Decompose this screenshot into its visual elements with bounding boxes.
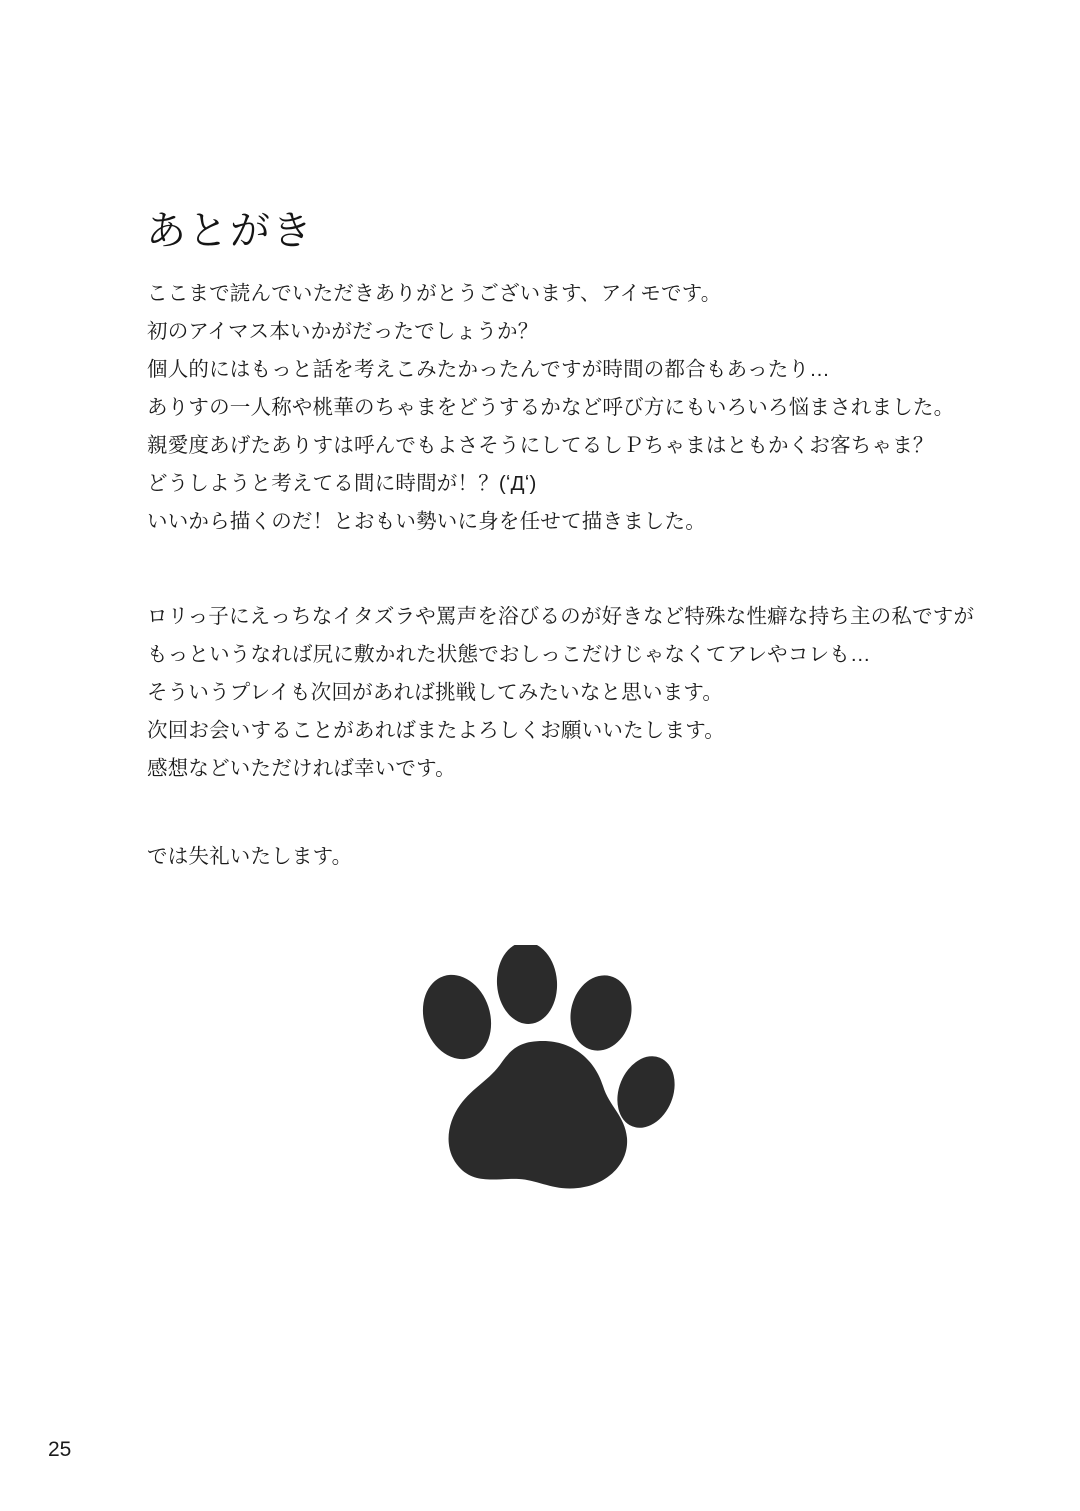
text-line: 親愛度あげたありすは呼んでもよさそうにしてるしＰちゃまはともかくお客ちゃま？ [147,434,934,457]
text-line: ありすの一人称や桃華のちゃまをどうするかなど呼び方にもいろいろ悩まされました。 [147,396,955,419]
text-line: 個人的にはもっと話を考えこみたかったんですが時間の都合もあったり… [147,358,830,381]
text-line: ここまで読んでいただきありがとうございます、アイモです。 [147,282,722,305]
page-number: 25 [48,1438,72,1461]
paw-print-icon [415,945,695,1215]
text-line: 感想などいただければ幸いです。 [147,757,456,780]
text-line: いいから描くのだ！とおもい勢いに身を任せて描きました。 [147,510,706,533]
text-line: 初のアイマス本いかがだったでしょうか？ [147,320,539,343]
text-line: どうしようと考えてる間に時間が！？(ʻДʻ) [147,472,537,495]
paragraph-intro [147,275,954,541]
paragraph-preferences [147,598,974,788]
text-line: では失礼いたします。 [147,845,353,868]
page-title: あとがき [146,208,314,253]
text-line: 次回お会いすることがあればまたよろしくお願いいたします。 [147,719,725,742]
text-line: そういうプレイも次回があれば挑戦してみたいなと思います。 [147,681,724,704]
text-line: ロリっ子にえっちなイタズラや罵声を浴びるのが好きなど特殊な性癖な持ち主の私ですが [147,605,975,628]
paragraph-closing [147,838,352,876]
text-line: もっというなれば尻に敷かれた状態でおしっこだけじゃなくてアレやコレも… [147,643,871,666]
